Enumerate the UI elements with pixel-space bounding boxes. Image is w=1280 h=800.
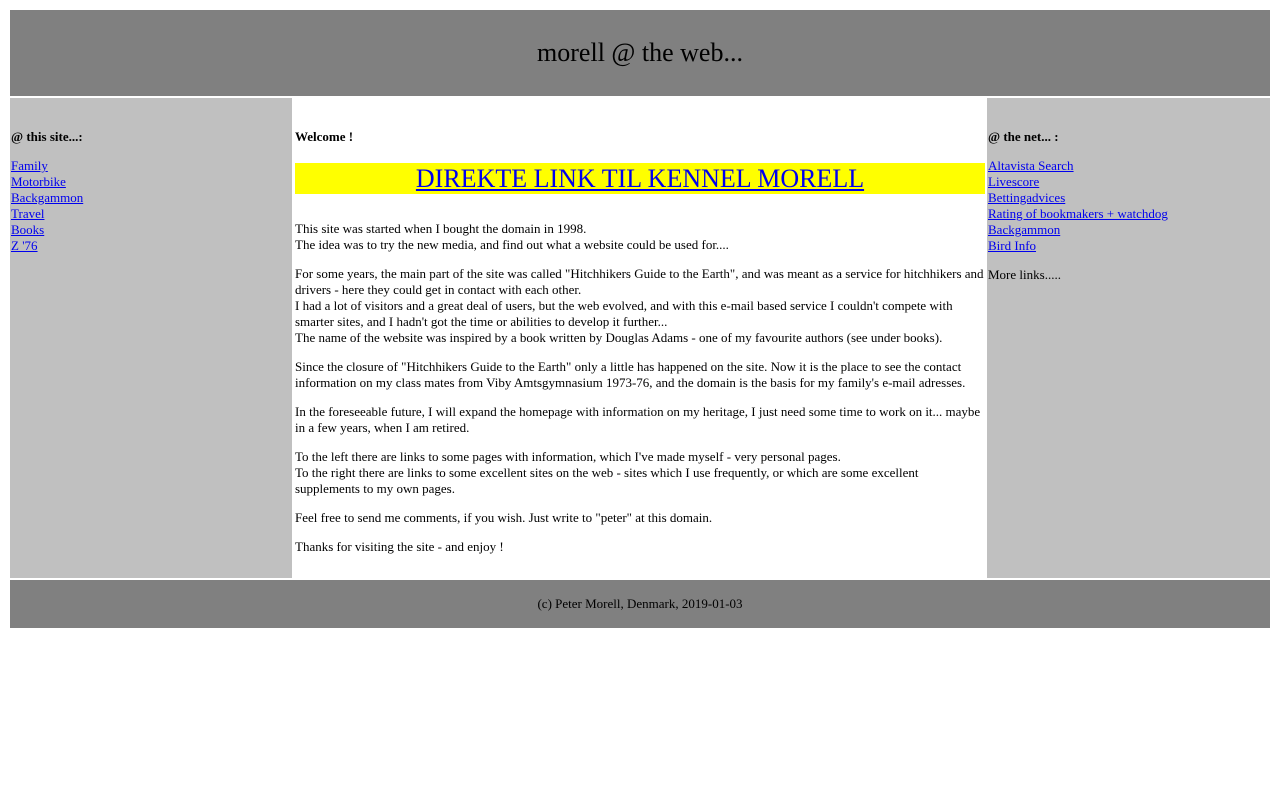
- text-line: In the foreseeable future, I will expand the homepage with information on my heritage, I just need some time to work on it... maybe in a few years, when I am retired.: [295, 404, 981, 435]
- site-header: [10, 10, 1270, 96]
- paragraph: [295, 266, 985, 346]
- content-row: [10, 98, 1270, 578]
- link-family[interactable]: Family: [11, 158, 48, 173]
- text-line: To the left there are links to some pages with information, which I've made myself - very personal pages.: [295, 449, 841, 464]
- link-altavista-search[interactable]: Altavista Search: [988, 158, 1074, 173]
- text-line: The name of the website was inspired by a book written by Douglas Adams - one of my favourite authors (see under books).: [295, 330, 943, 345]
- paragraph: [295, 221, 985, 253]
- text-line: Thanks for visiting the site - and enjoy !: [295, 539, 504, 554]
- link-motorbike[interactable]: Motorbike: [11, 174, 66, 189]
- link-z76[interactable]: Z '76: [11, 238, 38, 253]
- page: [10, 10, 1270, 628]
- paragraph: [295, 359, 985, 391]
- site-title: morell @ the web...: [537, 38, 743, 67]
- link-rating-bookmakers[interactable]: Rating of bookmakers + watchdog: [988, 206, 1168, 221]
- link-backgammon-external[interactable]: Backgammon: [988, 222, 1061, 237]
- kennel-banner: [295, 163, 985, 194]
- intro-text: [295, 221, 985, 555]
- paragraph: [295, 510, 985, 526]
- text-line: For some years, the main part of the site was called "Hitchhikers Guide to the Earth", and was meant as a service for hitchhikers and drivers - here they could get in contact with each other.: [295, 266, 984, 297]
- link-books[interactable]: Books: [11, 222, 45, 237]
- main-content: [292, 98, 987, 578]
- copyright-text: (c) Peter Morell, Denmark, 2019-01-03: [537, 596, 743, 611]
- link-travel[interactable]: Travel: [11, 206, 45, 221]
- link-bettingadvices[interactable]: Bettingadvices: [988, 190, 1066, 205]
- text-line: The idea was to try the new media, and find out what a website could be used for....: [295, 237, 729, 252]
- text-line: Since the closure of "Hitchhikers Guide to the Earth" only a little has happened on the site. Now it is the place to see the contact information on my class mates from Viby Amtsgymnasium 1973-76, and the domain is the basis for my family's e-mail adresses.: [295, 359, 966, 390]
- welcome-heading: Welcome !: [295, 129, 354, 144]
- right-sidebar: [987, 98, 1270, 578]
- text-line: To the right there are links to some excellent sites on the web - sites which I use frequently, or which are some excellent supplements to my own pages.: [295, 465, 919, 496]
- link-backgammon[interactable]: Backgammon: [11, 190, 84, 205]
- more-links-text: More links.....: [988, 267, 1061, 282]
- text-line: This site was started when I bought the domain in 1998.: [295, 221, 587, 236]
- paragraph: [295, 539, 985, 555]
- kennel-link[interactable]: DIREKTE LINK TIL KENNEL MORELL: [415, 163, 865, 193]
- text-line: Feel free to send me comments, if you wish. Just write to "peter" at this domain.: [295, 510, 713, 525]
- text-line: I had a lot of visitors and a great deal of users, but the web evolved, and with this e-mail based service I couldn't compete with smarter sites, and I hadn't got the time or abilities to develop it further...: [295, 298, 953, 329]
- left-link-list: [11, 158, 292, 254]
- link-bird-info[interactable]: Bird Info: [988, 238, 1037, 253]
- right-link-list: [988, 158, 1270, 254]
- left-sidebar-heading: @ this site...:: [11, 129, 83, 144]
- right-sidebar-heading: @ the net... :: [988, 129, 1059, 144]
- paragraph: [295, 404, 985, 436]
- paragraph: [295, 449, 985, 497]
- site-footer: [10, 580, 1270, 628]
- link-livescore[interactable]: Livescore: [988, 174, 1040, 189]
- left-sidebar: [10, 98, 292, 578]
